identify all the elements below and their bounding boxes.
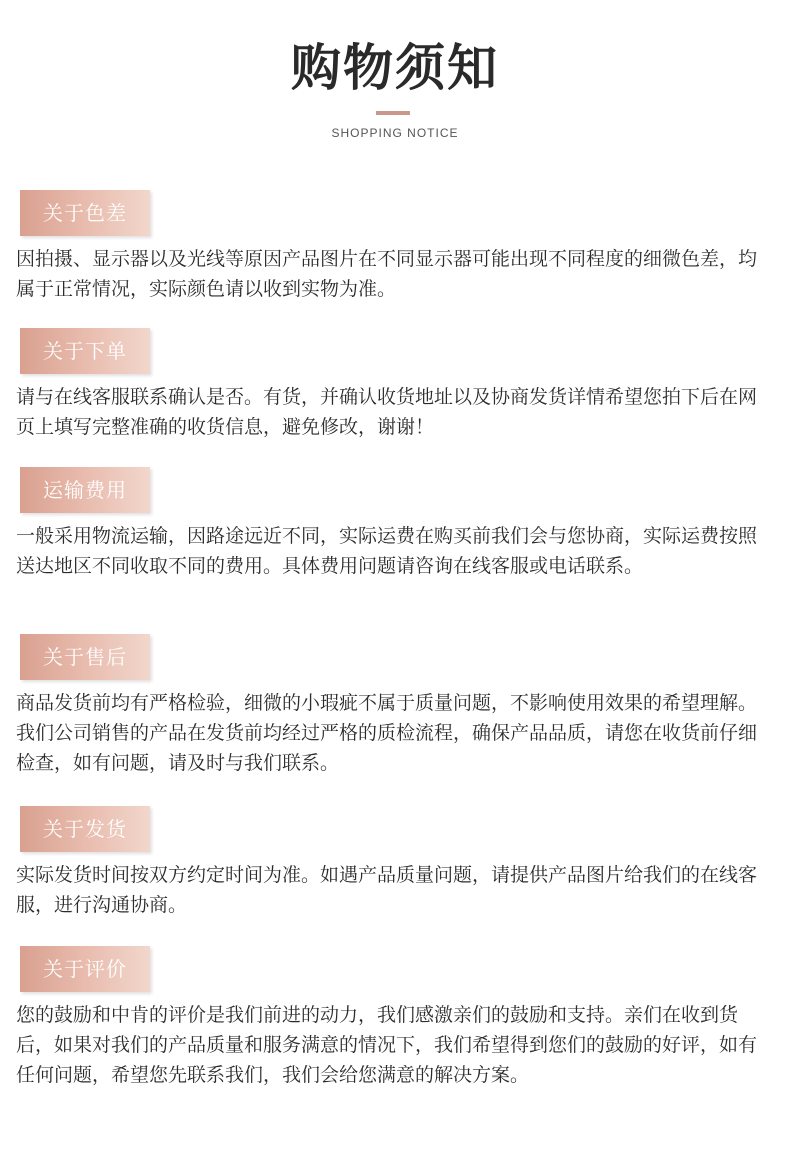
section-label: 运输费用 xyxy=(20,467,150,513)
section-label: 关于售后 xyxy=(20,634,150,680)
section-label: 关于下单 xyxy=(20,328,150,374)
section-text: 实际发货时间按双方约定时间为准。如遇产品质量问题，请提供产品图片给我们的在线客服，进行沟通协商。 xyxy=(16,864,758,916)
page-header xyxy=(0,0,790,160)
page-title: 购物须知 xyxy=(291,39,499,97)
section-label: 关于发货 xyxy=(20,806,150,852)
section-text: 一般采用物流运输，因路途远近不同，实际运费在购买前我们会与您协商，实际运费按照送达地区不同收取不同的费用。具体费用问题请咨询在线客服或电话联系。 xyxy=(16,525,758,577)
section-text: 您的鼓励和中肯的评价是我们前进的动力，我们感激亲们的鼓励和支持。亲们在收到货后，如果对我们的产品质量和服务满意的情况下，我们希望得到您们的鼓励的好评，如有任何问题，希望您先联系我们，我们会给您满意的解决方案。 xyxy=(16,1004,758,1086)
section-label: 关于评价 xyxy=(20,946,150,992)
page-subtitle: SHOPPING NOTICE xyxy=(331,126,459,140)
section-text: 因拍摄、显示器以及光线等原因产品图片在不同显示器可能出现不同程度的细微色差，均属于正常情况，实际颜色请以收到实物为准。 xyxy=(16,248,758,300)
title-underline xyxy=(376,111,410,115)
section-text: 请与在线客服联系确认是否。有货，并确认收货地址以及协商发货详情希望您拍下后在网页上填写完整准确的收货信息，避免修改，谢谢！ xyxy=(16,386,758,438)
section-text: 商品发货前均有严格检验，细微的小瑕疵不属于质量问题，不影响使用效果的希望理解。我们公司销售的产品在发货前均经过严格的质检流程，确保产品品质，请您在收货前仔细检查，如有问题，请及时与我们联系。 xyxy=(16,692,758,774)
section-label: 关于色差 xyxy=(20,190,150,236)
